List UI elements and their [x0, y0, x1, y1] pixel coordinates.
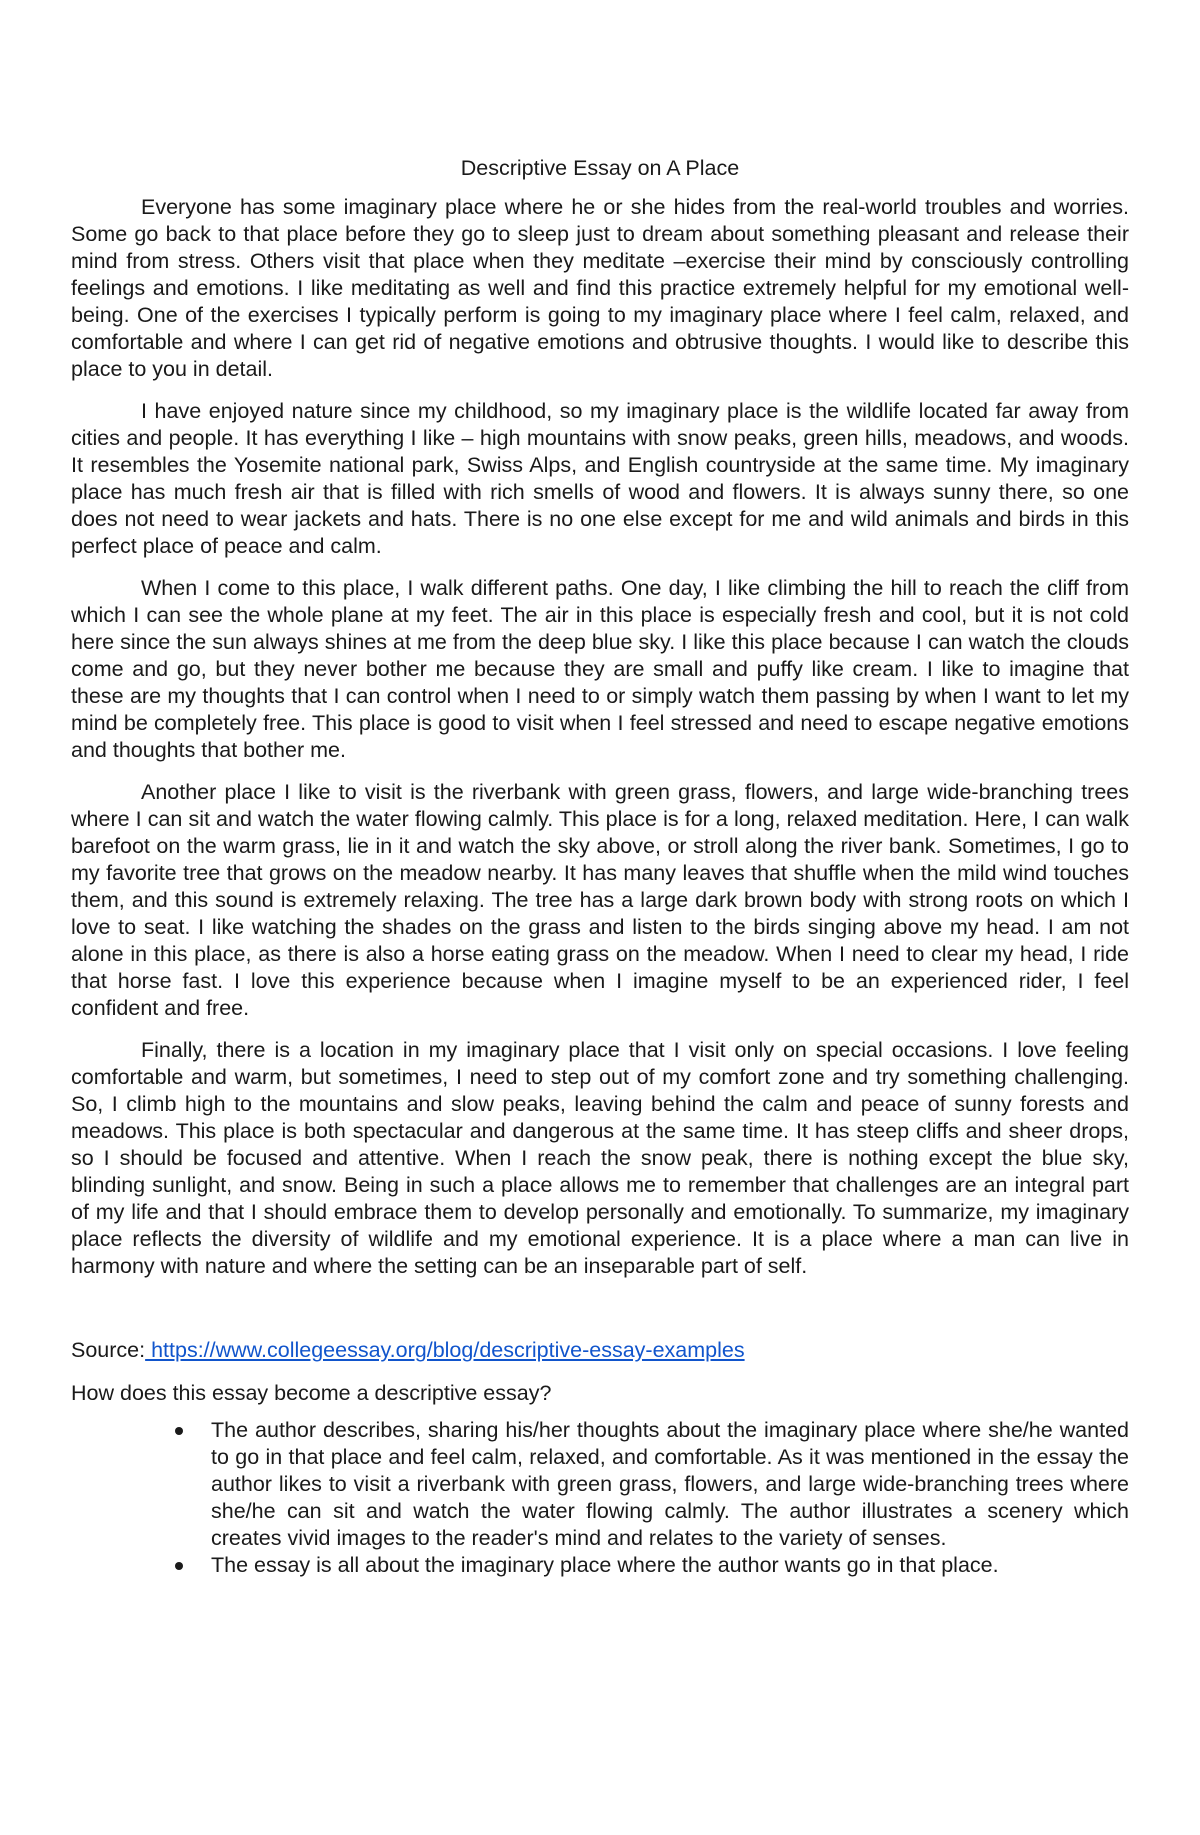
source-label: Source:	[71, 1338, 146, 1362]
analysis-question: How does this essay become a descriptive essay?	[71, 1381, 552, 1405]
analysis-bullet-text: The author describes, sharing his/her thoughts about the imaginary place where she/he wanted to go in that place and feel calm, relaxed, and comfortable. As it was mentioned in the essay the author likes to visit a riverbank with green grass, flowers, and large wide-branching trees where she/he can sit and watch the water flowing calmly. The author illustrates a scenery which creates vivid images to the reader's mind and relates to the variety of senses.	[211, 1418, 1129, 1550]
essay-paragraph-2: I have enjoyed nature since my childhood, so my imaginary place is the wildlife located far away from cities and people. It has everything I like – high mountains with snow peaks, green hills, meadows, and woods. It resembles the Yosemite national park, Swiss Alps, and English countryside at the same time. My imaginary place has much fresh air that is filled with rich smells of wood and flowers. It is always sunny there, so one does not need to wear jackets and hats. There is no one else except for me and wild animals and birds in this perfect place of peace and calm.	[71, 399, 1129, 558]
essay-paragraph-3: When I come to this place, I walk different paths. One day, I like climbing the hill to reach the cliff from which I can see the whole plane at my feet. The air in this place is especially fresh and cool, but it is not cold here since the sun always shines at me from the deep blue sky. I like this place because I can watch the clouds come and go, but they never bother me because they are small and puffy like cream. I like to imagine that these are my thoughts that I can control when I need to or simply watch them passing by when I want to let my mind be completely free. This place is good to visit when I feel stressed and need to escape negative emotions and thoughts that bother me.	[71, 576, 1129, 762]
analysis-bullet-list	[71, 1417, 1129, 1579]
analysis-bullet-2	[211, 1552, 1129, 1579]
bullet-dot-icon	[175, 1427, 183, 1435]
analysis-bullet-text: The essay is all about the imaginary place where the author wants go in that place.	[211, 1553, 999, 1577]
essay-paragraph-1: Everyone has some imaginary place where he or she hides from the real-world troubles and worries. Some go back to that place before they go to sleep just to dream about something pleasant and release their mind from stress. Others visit that place when they meditate –exercise their mind by consciously controlling feelings and emotions. I like meditating as well and find this practice extremely helpful for my emotional well-being. One of the exercises I typically perform is going to my imaginary place where I feel calm, relaxed, and comfortable and where I can get rid of negative emotions and obtrusive thoughts. I would like to describe this place to you in detail.	[71, 195, 1129, 381]
source-line	[71, 1337, 1129, 1364]
document-body	[71, 155, 1129, 1579]
essay-paragraph-5: Finally, there is a location in my imaginary place that I visit only on special occasions. I love feeling comfortable and warm, but sometimes, I need to step out of my comfort zone and try something challenging. So, I climb high to the mountains and slow peaks, leaving behind the calm and peace of sunny forests and meadows. This place is both spectacular and dangerous at the same time. It has steep cliffs and sheer drops, so I should be focused and attentive. When I reach the snow peak, there is nothing except the blue sky, blinding sunlight, and snow. Being in such a place allows me to remember that challenges are an integral part of my life and that I should embrace them to develop personally and emotionally. To summarize, my imaginary place reflects the diversity of wildlife and my emotional experience. It is a place where a man can live in harmony with nature and where the setting can be an inseparable part of self.	[71, 1038, 1129, 1278]
source-link[interactable]: https://www.collegeessay.org/blog/descriptive-essay-examples	[145, 1338, 745, 1362]
essay-text	[71, 194, 1129, 1280]
bullet-dot-icon	[175, 1562, 183, 1570]
essay-paragraph-4: Another place I like to visit is the riverbank with green grass, flowers, and large wide-branching trees where I can sit and watch the water flowing calmly. This place is for a long, relaxed meditation. Here, I can walk barefoot on the warm grass, lie in it and watch the sky above, or stroll along the river bank. Sometimes, I go to my favorite tree that grows on the meadow nearby. It has many leaves that shuffle when the mild wind touches them, and this sound is extremely relaxing. The tree has a large dark brown body with strong roots on which I love to seat. I like watching the shades on the grass and listen to the birds singing above my head. I am not alone in this place, as there is also a horse eating grass on the meadow. When I need to clear my head, I ride that horse fast. I love this experience because when I imagine myself to be an experienced rider, I feel confident and free.	[71, 780, 1129, 1020]
analysis-bullet-1	[211, 1417, 1129, 1552]
essay-title: Descriptive Essay on A Place	[460, 156, 740, 180]
